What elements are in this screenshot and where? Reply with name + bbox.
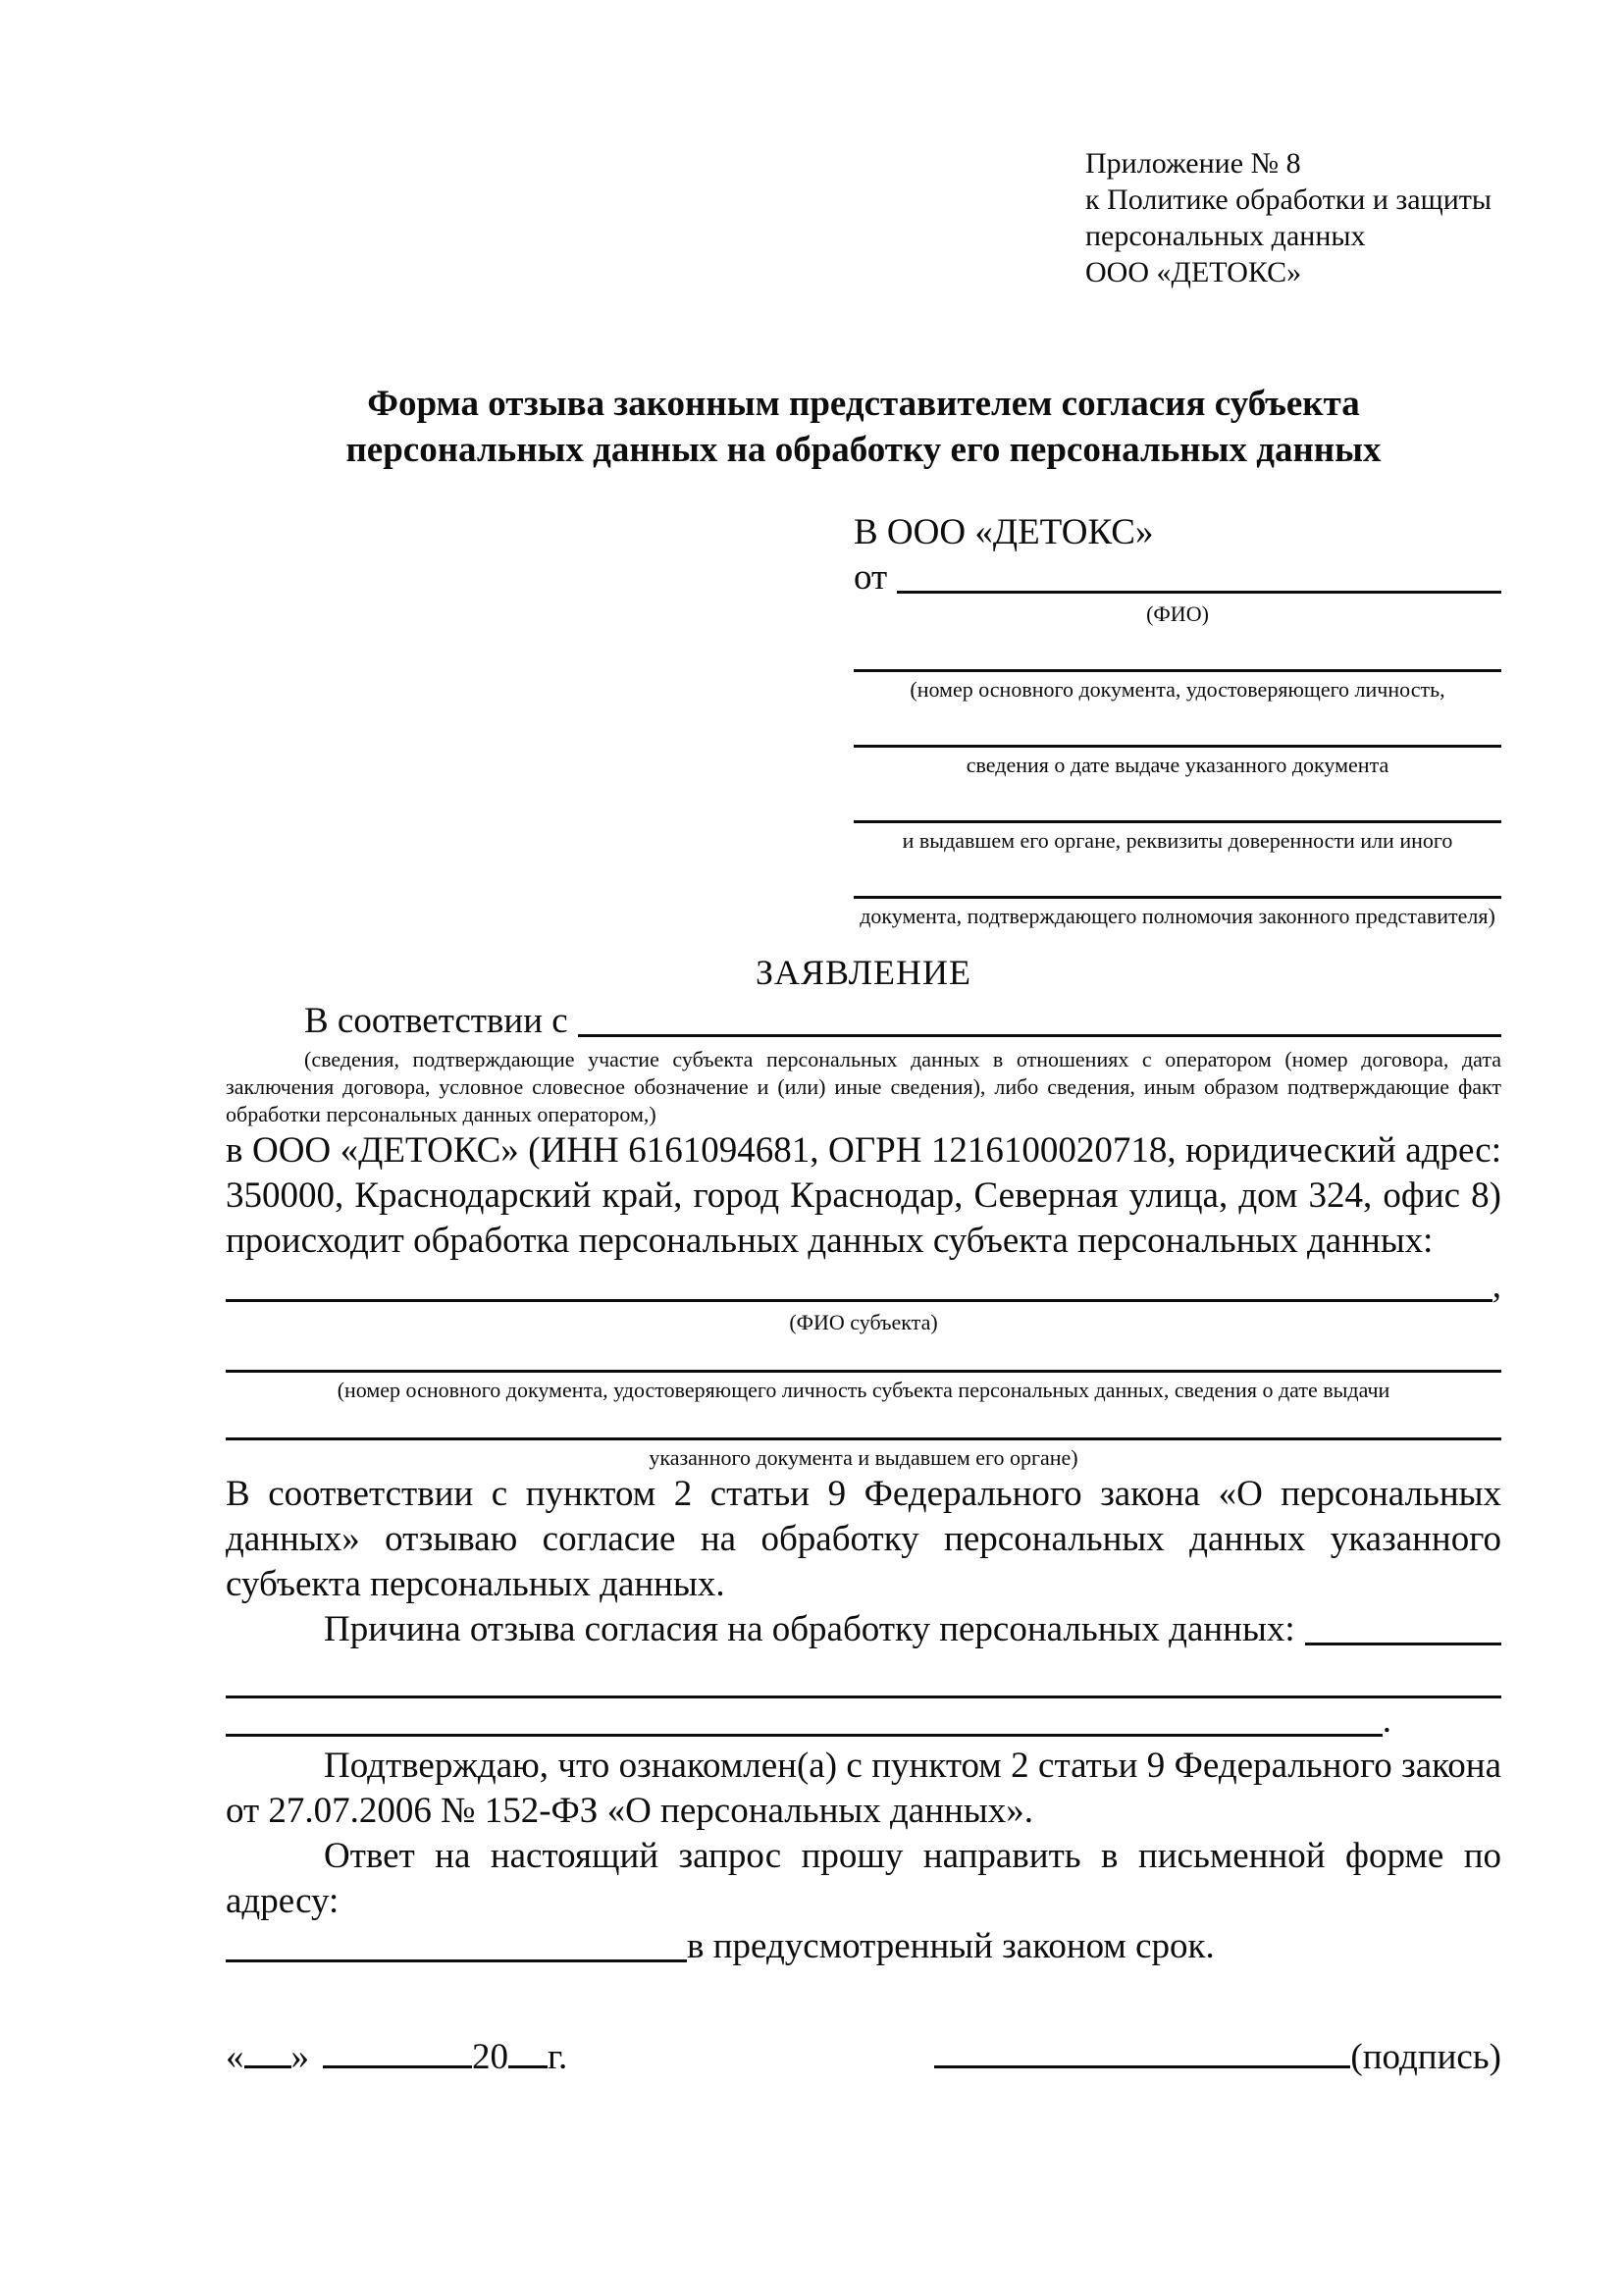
signature-group (934, 2032, 1501, 2080)
confirm-paragraph: Подтверждаю, что ознакомлен(а) с пунктом 2 статьи 9 Федерального закона от 27.07.2006 № 152-ФЗ «О персональных данных». (226, 1746, 1501, 1831)
document-title (226, 381, 1501, 473)
subject-fio-blank-line (226, 1299, 1492, 1302)
appendix-header-line: к Политике обработки и защиты (1085, 183, 1492, 216)
statement-heading: ЗАЯВЛЕНИЕ (755, 953, 972, 992)
intro-row (226, 999, 1501, 1044)
subject-fio-caption: (ФИО субъекта) (789, 1310, 938, 1334)
blank-line-period: . (1382, 1700, 1391, 1741)
blank-line (226, 1734, 1383, 1737)
subject-doc-field (226, 1370, 1501, 1404)
intro-caption: (сведения, подтверждающие участие субъекта персональных данных в отношениях с оператором (номер договора, дата заключения договора, условное словесное обозначение и (или) иные сведения), либо сведения, иным образом подтверждающие факт обработки персональных данных оператором,) (226, 1047, 1501, 1126)
date-year-suffix: г. (548, 2037, 568, 2077)
field-caption: документа, подтверждающего полномочия законного представителя) (860, 904, 1495, 928)
blank-line (854, 896, 1501, 899)
date-open-quote: « (226, 2037, 244, 2077)
addressee-to: В ООО «ДЕТОКС» (854, 512, 1154, 552)
blank-line (854, 669, 1501, 672)
date-close-quote: » (290, 2037, 309, 2077)
appendix-header (1085, 145, 1501, 290)
reply-address-blank-line (226, 1959, 687, 1962)
blank-line (226, 1370, 1501, 1373)
document-title-line: персональных данных на обработку его персональных данных (345, 430, 1382, 470)
reply-prefix: Ответ на настоящий запрос прошу направить в письменной форме по адресу: (226, 1836, 1501, 1921)
date-year-blank (508, 2032, 548, 2068)
from-name-blank-line (897, 591, 1501, 594)
appendix-header-line: ООО «ДЕТОКС» (1085, 256, 1302, 288)
field-caption: указанного документа и выдавшем его органе) (649, 1445, 1078, 1470)
date-month-blank (323, 2032, 472, 2068)
appendix-header-line: персональных данных (1085, 220, 1366, 252)
footer-row (226, 2032, 1501, 2080)
reply-suffix: в предусмотренный законом срок. (687, 1926, 1215, 1966)
field-caption: (номер основного документа, удостоверяющего личность, (910, 677, 1445, 702)
document-title-line: Форма отзыва законным представителем согласия субъекта (367, 384, 1360, 424)
subject-doc-field (226, 1437, 1501, 1472)
intro-prefix: В соответствии с (304, 1001, 568, 1041)
field-caption: и выдавшем его органе, реквизиты доверенности или иного (902, 828, 1453, 853)
signature-caption: (подпись) (1350, 2037, 1501, 2077)
representative-doc-field (854, 745, 1501, 779)
field-caption: (номер основного документа, удостоверяющего личность субъекта персональных данных, сведения о дате выдачи (337, 1378, 1390, 1402)
representative-doc-field (854, 896, 1501, 930)
reason-blank-line-3 (226, 1698, 1501, 1744)
addressee-block (854, 510, 1501, 930)
representative-doc-field (854, 820, 1501, 855)
operator-paragraph: в ООО «ДЕТОКС» (ИНН 6161094681, ОГРН 1216100020718, юридический адрес: 350000, Краснодарский край, город Краснодар, Северная улица, дом 324, офис 8) происходит обработка персональных данных субъекта персональных данных: (226, 1130, 1501, 1261)
date-day-blank (244, 2032, 291, 2068)
blank-line (854, 745, 1501, 748)
reason-label: Причина отзыва согласия на обработку персональных данных: (324, 1609, 1295, 1649)
intro-blank-line (578, 1034, 1501, 1037)
from-label: от (854, 557, 888, 598)
signature-blank-line (934, 2032, 1350, 2068)
subject-fio-row (226, 1264, 1501, 1309)
field-caption: сведения о дате выдаче указанного документа (966, 753, 1389, 777)
subject-line-comma: , (1492, 1266, 1501, 1306)
fio-caption: (ФИО) (1146, 601, 1209, 626)
blank-line (226, 1437, 1501, 1440)
withdraw-paragraph: В соответствии с пунктом 2 статьи 9 Федерального закона «О персональных данных» отзываю согласие на обработку персональных данных указанного субъекта персональных данных. (226, 1474, 1501, 1604)
date-group (226, 2032, 567, 2080)
date-year-prefix: 20 (472, 2037, 508, 2077)
reason-row (226, 1607, 1501, 1652)
blank-line (854, 820, 1501, 823)
from-row (854, 555, 1501, 600)
appendix-header-line: Приложение № 8 (1085, 147, 1301, 180)
reply-address-row (226, 1924, 1501, 1969)
reason-blank-line (1305, 1643, 1501, 1645)
representative-doc-field (854, 669, 1501, 704)
